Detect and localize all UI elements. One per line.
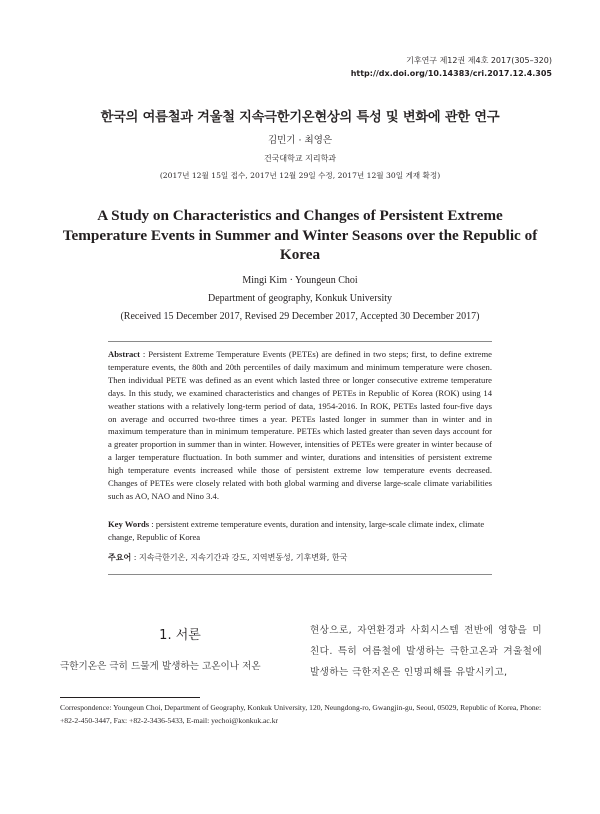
journal-citation: 기후연구 제12권 제4호 2017(305–320) xyxy=(406,56,552,65)
footnote-rule xyxy=(60,697,200,698)
korean-dates: (2017년 12월 15일 접수, 2017년 12월 29일 수정, 2017년 12월 30일 게재 확정) xyxy=(159,171,441,180)
english-authors: Mingi Kim · Youngeun Choi xyxy=(242,275,358,286)
doi-link[interactable]: http://dx.doi.org/10.14383/cri.2017.12.4.305 xyxy=(350,69,552,78)
journal-info xyxy=(351,54,552,80)
korean-keywords-text: : 지속극한기온, 지속기간과 강도, 지역변동성, 기후변화, 한국 xyxy=(131,553,348,562)
korean-authors: 김민기 · 최영은 xyxy=(267,135,333,146)
abstract-top-rule xyxy=(108,341,492,342)
body-text-left: 극한기온은 극히 드물게 발생하는 고온이나 저온 xyxy=(60,661,261,672)
section-heading: 1. 서론 xyxy=(159,628,201,643)
korean-keywords-label: 주요어 xyxy=(108,553,132,562)
body-text-right: 현상으로, 자연환경과 사회시스템 전반에 영향을 미친다. 특히 여름철에 발생하는 극한고온과 겨울철에 발생하는 극한저온은 인명피해를 유발시키고, xyxy=(310,625,542,678)
abstract-bottom-rule xyxy=(108,574,492,575)
correspondence-footnote: Correspondence: Youngeun Choi, Department of Geography, Konkuk University, 120, Neungdong-ro, Gwangjin-gu, Seoul, 05029, Republic of Korea, Phone: +82-2-450-3447, Fax: +82-2-3436-5433, E-mail: yechoi@konkuk.ac.kr xyxy=(60,703,542,725)
abstract-label: Abstract xyxy=(108,349,140,359)
keywords xyxy=(108,518,492,544)
keywords-label: Key Words xyxy=(108,519,150,529)
abstract-text: : Persistent Extreme Temperature Events (PETEs) are defined in two steps; first, to define extreme temperature events, the 80th and 20th percentiles of daily maximum and minimum temperature were chosen. Then individual PETE was defined as an event which lasted three or longer consecutive extreme temperature days. In this study, we examined characteristics and changes of PETEs in Republic of Korea (ROK) using 14 weather stations with a relatively long-term period of data, 1954-2016. In ROK, PETEs lasted four-five days on average and occurred two-three times a year. PETEs lasted longer in summer than in winter and in maximum temperature than in minimum temperature. PETEs which lasted greater than seven days account for a greater proportion in summer than in winter. However, intensities of PETEs were greater in winter because of a larger temperature fluctuation. In both summer and winter, durations and intensities of persistent extreme high temperature events increased while those of persistent extreme low temperature events decreased. Changes of PETEs were closely related with both global warming and diverse large-scale climate variabilities such as AO, NAO and Nino 3.4. xyxy=(108,349,492,501)
keywords-text: : persistent extreme temperature events, duration and intensity, large-scale climate index, climate change, Republic of Korea xyxy=(108,519,485,542)
english-affiliation: Department of geography, Konkuk University xyxy=(207,293,393,304)
korean-affiliation: 건국대학교 지리학과 xyxy=(263,154,337,163)
abstract xyxy=(108,348,492,503)
korean-title: 한국의 여름철과 겨울철 지속극한기온현상의 특성 및 변화에 관한 연구 xyxy=(100,110,500,125)
english-title: A Study on Characteristics and Changes of Persistent Extreme Temperature Events in Summer and Winter Seasons over the Republic of Korea xyxy=(62,207,538,263)
english-dates: (Received 15 December 2017, Revised 29 December 2017, Accepted 30 December 2017) xyxy=(120,311,480,322)
korean-keywords xyxy=(108,552,492,564)
